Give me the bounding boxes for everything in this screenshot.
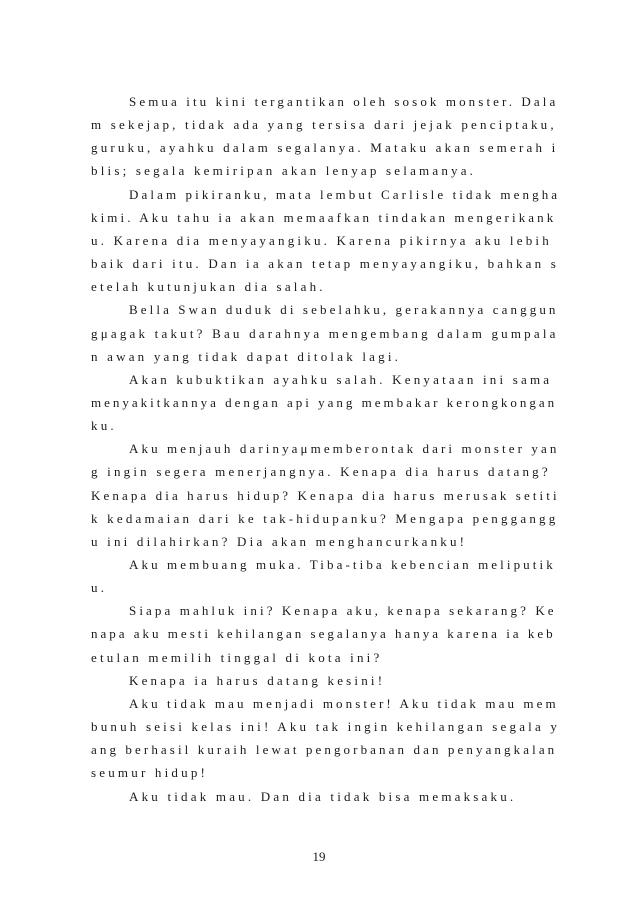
text-line: etelah kutunjukan dia salah.: [91, 279, 326, 295]
text-line: Aku tidak mau menjadi monster! Aku tidak mau mem: [129, 695, 559, 711]
text-line: Aku menjauh darinyaμmemberontak dari monster yan: [129, 441, 560, 457]
text-line: baik dari itu. Dan ia akan tetap menyayangiku, bahkan s: [91, 256, 560, 272]
text-line: n awan yang tidak dapat ditolak lagi.: [91, 348, 402, 364]
text-line: blis; segala kemiripan akan lenyap selamanya.: [91, 163, 477, 179]
text-line: ku.: [91, 418, 117, 434]
text-line: g ingin segera menerjangnya. Kenapa dia harus datang?: [91, 464, 551, 480]
page-number: 19: [312, 849, 326, 864]
text-line: Aku membuang muka. Tiba-tiba kebencian meliputik: [129, 557, 556, 572]
text-line: Akan kubuktikan ayahku salah. Kenyataan ini sama: [129, 371, 553, 387]
text-line: m sekejap, tidak ada yang tersisa dari jejak penciptaku,: [91, 117, 557, 133]
text-line: u. Karena dia menyayangiku. Karena pikirnya aku lebih: [91, 232, 552, 248]
text-line: etulan memilih tinggal di kota ini?: [91, 649, 383, 665]
text-line: Aku tidak mau. Dan dia tidak bisa memaksaku.: [129, 788, 517, 804]
text-line: bunuh seisi kelas ini! Aku tak ingin kehilangan segala y: [91, 719, 561, 735]
text-line: napa aku mesti kehilangan segalanya hanya karena ia keb: [91, 626, 556, 642]
text-line: Kenapa dia harus hidup? Kenapa dia harus merusak setiti: [91, 487, 560, 503]
text-line: menyakitkannya dengan api yang membakar kerongkongan: [91, 394, 558, 410]
text-line: kimi. Aku tahu ia akan memaafkan tindakan mengerikank: [91, 209, 557, 225]
text-line: Kenapa ia harus datang kesini!: [129, 672, 386, 688]
text-line: u ini dilahirkan? Dia akan menghancurkanku!: [91, 533, 468, 549]
text-line: gμagak takut? Bau darahnya mengembang dalam gumpala: [91, 325, 559, 341]
text-line: seumur hidup!: [91, 765, 209, 781]
text-line: Siapa mahluk ini? Kenapa aku, kenapa sekarang? Ke: [129, 603, 557, 619]
text-line: Bella Swan duduk di sebelahku, gerakannya canggun: [129, 302, 559, 318]
text-line: u.: [91, 580, 108, 596]
text-line: k kedamaian dari ke tak-hidupanku? Mengapa penggangg: [91, 510, 559, 526]
text-line: Semua itu kini tergantikan oleh sosok monster. Dala: [129, 94, 559, 109]
text-line: ang berhasil kuraih lewat pengorbanan dan penyangkalan: [91, 742, 558, 758]
text-line: guruku, ayahku dalam segalanya. Mataku akan semerah i: [91, 140, 559, 156]
text-line: Dalam pikiranku, mata lembut Carlisle tidak mengha: [129, 186, 561, 202]
